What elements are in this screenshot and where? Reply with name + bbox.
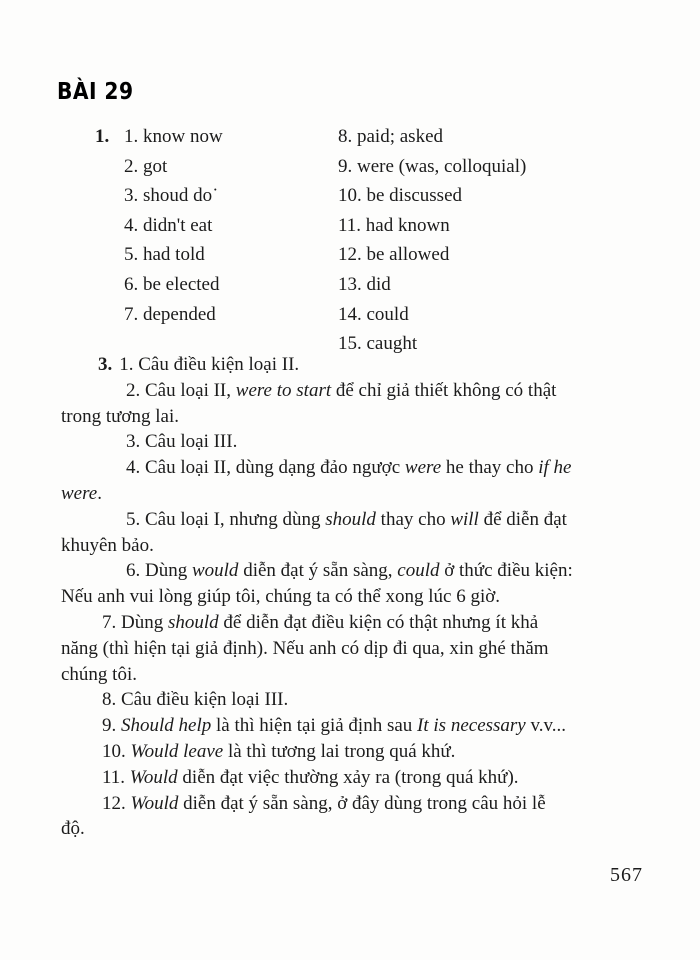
answer-paragraph (61, 507, 661, 559)
exercise-1-right-column (338, 122, 526, 359)
answer-text: 9. Should help là thì hiện tại giả định sau It is necessary v.v... (102, 715, 567, 737)
answer-paragraph (61, 558, 661, 610)
exercise-1-left-column (124, 122, 223, 329)
answer-item: 12. be allowed (338, 244, 450, 266)
answer-paragraph (61, 378, 661, 430)
exercise-3-block (61, 352, 661, 842)
answer-text: 5. Câu loại I, nhưng dùng should thay cho will để diễn đạt khuyên bảo. (61, 508, 567, 556)
answer-paragraph (61, 352, 661, 378)
answer-text: 7. Dùng should để diễn đạt điều kiện có thật nhưng ít khả năng (thì hiện tại giả định). Nếu anh có dịp đi qua, xin ghé thăm chúng tôi. (61, 611, 549, 685)
answer-item: 14. could (338, 303, 409, 325)
answer-item: 11. had known (338, 214, 450, 236)
answer-paragraph (61, 713, 661, 739)
answer-text: 11. Would diễn đạt việc thường xảy ra (trong quá khứ). (102, 766, 519, 788)
answer-text: 3. Câu loại III. (126, 431, 238, 453)
answer-text: 4. Câu loại II, dùng dạng đảo ngược were he thay cho if he were. (61, 457, 572, 504)
answer-item: 5. had told (124, 244, 205, 266)
answer-item: 8. paid; asked (338, 126, 444, 147)
answer-paragraph (61, 791, 661, 843)
answer-item: 7. depended (124, 303, 216, 325)
answer-paragraph (61, 429, 661, 455)
answer-text: 8. Câu điều kiện loại III. (102, 689, 289, 711)
answer-text: 2. Câu loại II, were to start để chỉ giả thiết không có thật trong tương lai. (61, 379, 557, 427)
answer-text: 1. Câu điều kiện loại II. (119, 354, 300, 375)
page-number: 567 (610, 864, 643, 886)
answer-text: 6. Dùng would diễn đạt ý sẵn sàng, could ở thức điều kiện: Nếu anh vui lòng giúp tôi, chúng ta có thể xong lúc 6 giờ. (61, 560, 573, 608)
answer-item: 4. didn't eat (124, 214, 213, 236)
exercise-1-label: 1. (95, 126, 110, 147)
answer-text: 10. Would leave là thì tương lai trong quá khứ. (102, 740, 456, 762)
answer-item: 1. know now (124, 126, 223, 147)
answer-item: 13. did (338, 273, 391, 295)
lesson-title: BÀI 29 (57, 79, 134, 105)
answer-paragraph (61, 687, 661, 713)
answer-item: 6. be elected (124, 273, 220, 295)
answer-item: 2. got (124, 155, 168, 177)
answer-item: 9. were (was, colloquial) (338, 155, 527, 177)
exercise-3-label: 3. (98, 354, 113, 375)
answer-item: 10. be discussed (338, 185, 463, 207)
answer-paragraph (61, 610, 661, 687)
answer-item: 15. caught (338, 333, 418, 355)
answer-paragraph (61, 455, 661, 507)
answer-paragraph (61, 739, 661, 765)
answer-text: 12. Would diễn đạt ý sẵn sàng, ở đây dùng trong câu hỏi lễ độ. (61, 792, 546, 840)
answer-item: 3. shoud do˙ (124, 185, 219, 207)
answer-paragraph (61, 765, 661, 791)
